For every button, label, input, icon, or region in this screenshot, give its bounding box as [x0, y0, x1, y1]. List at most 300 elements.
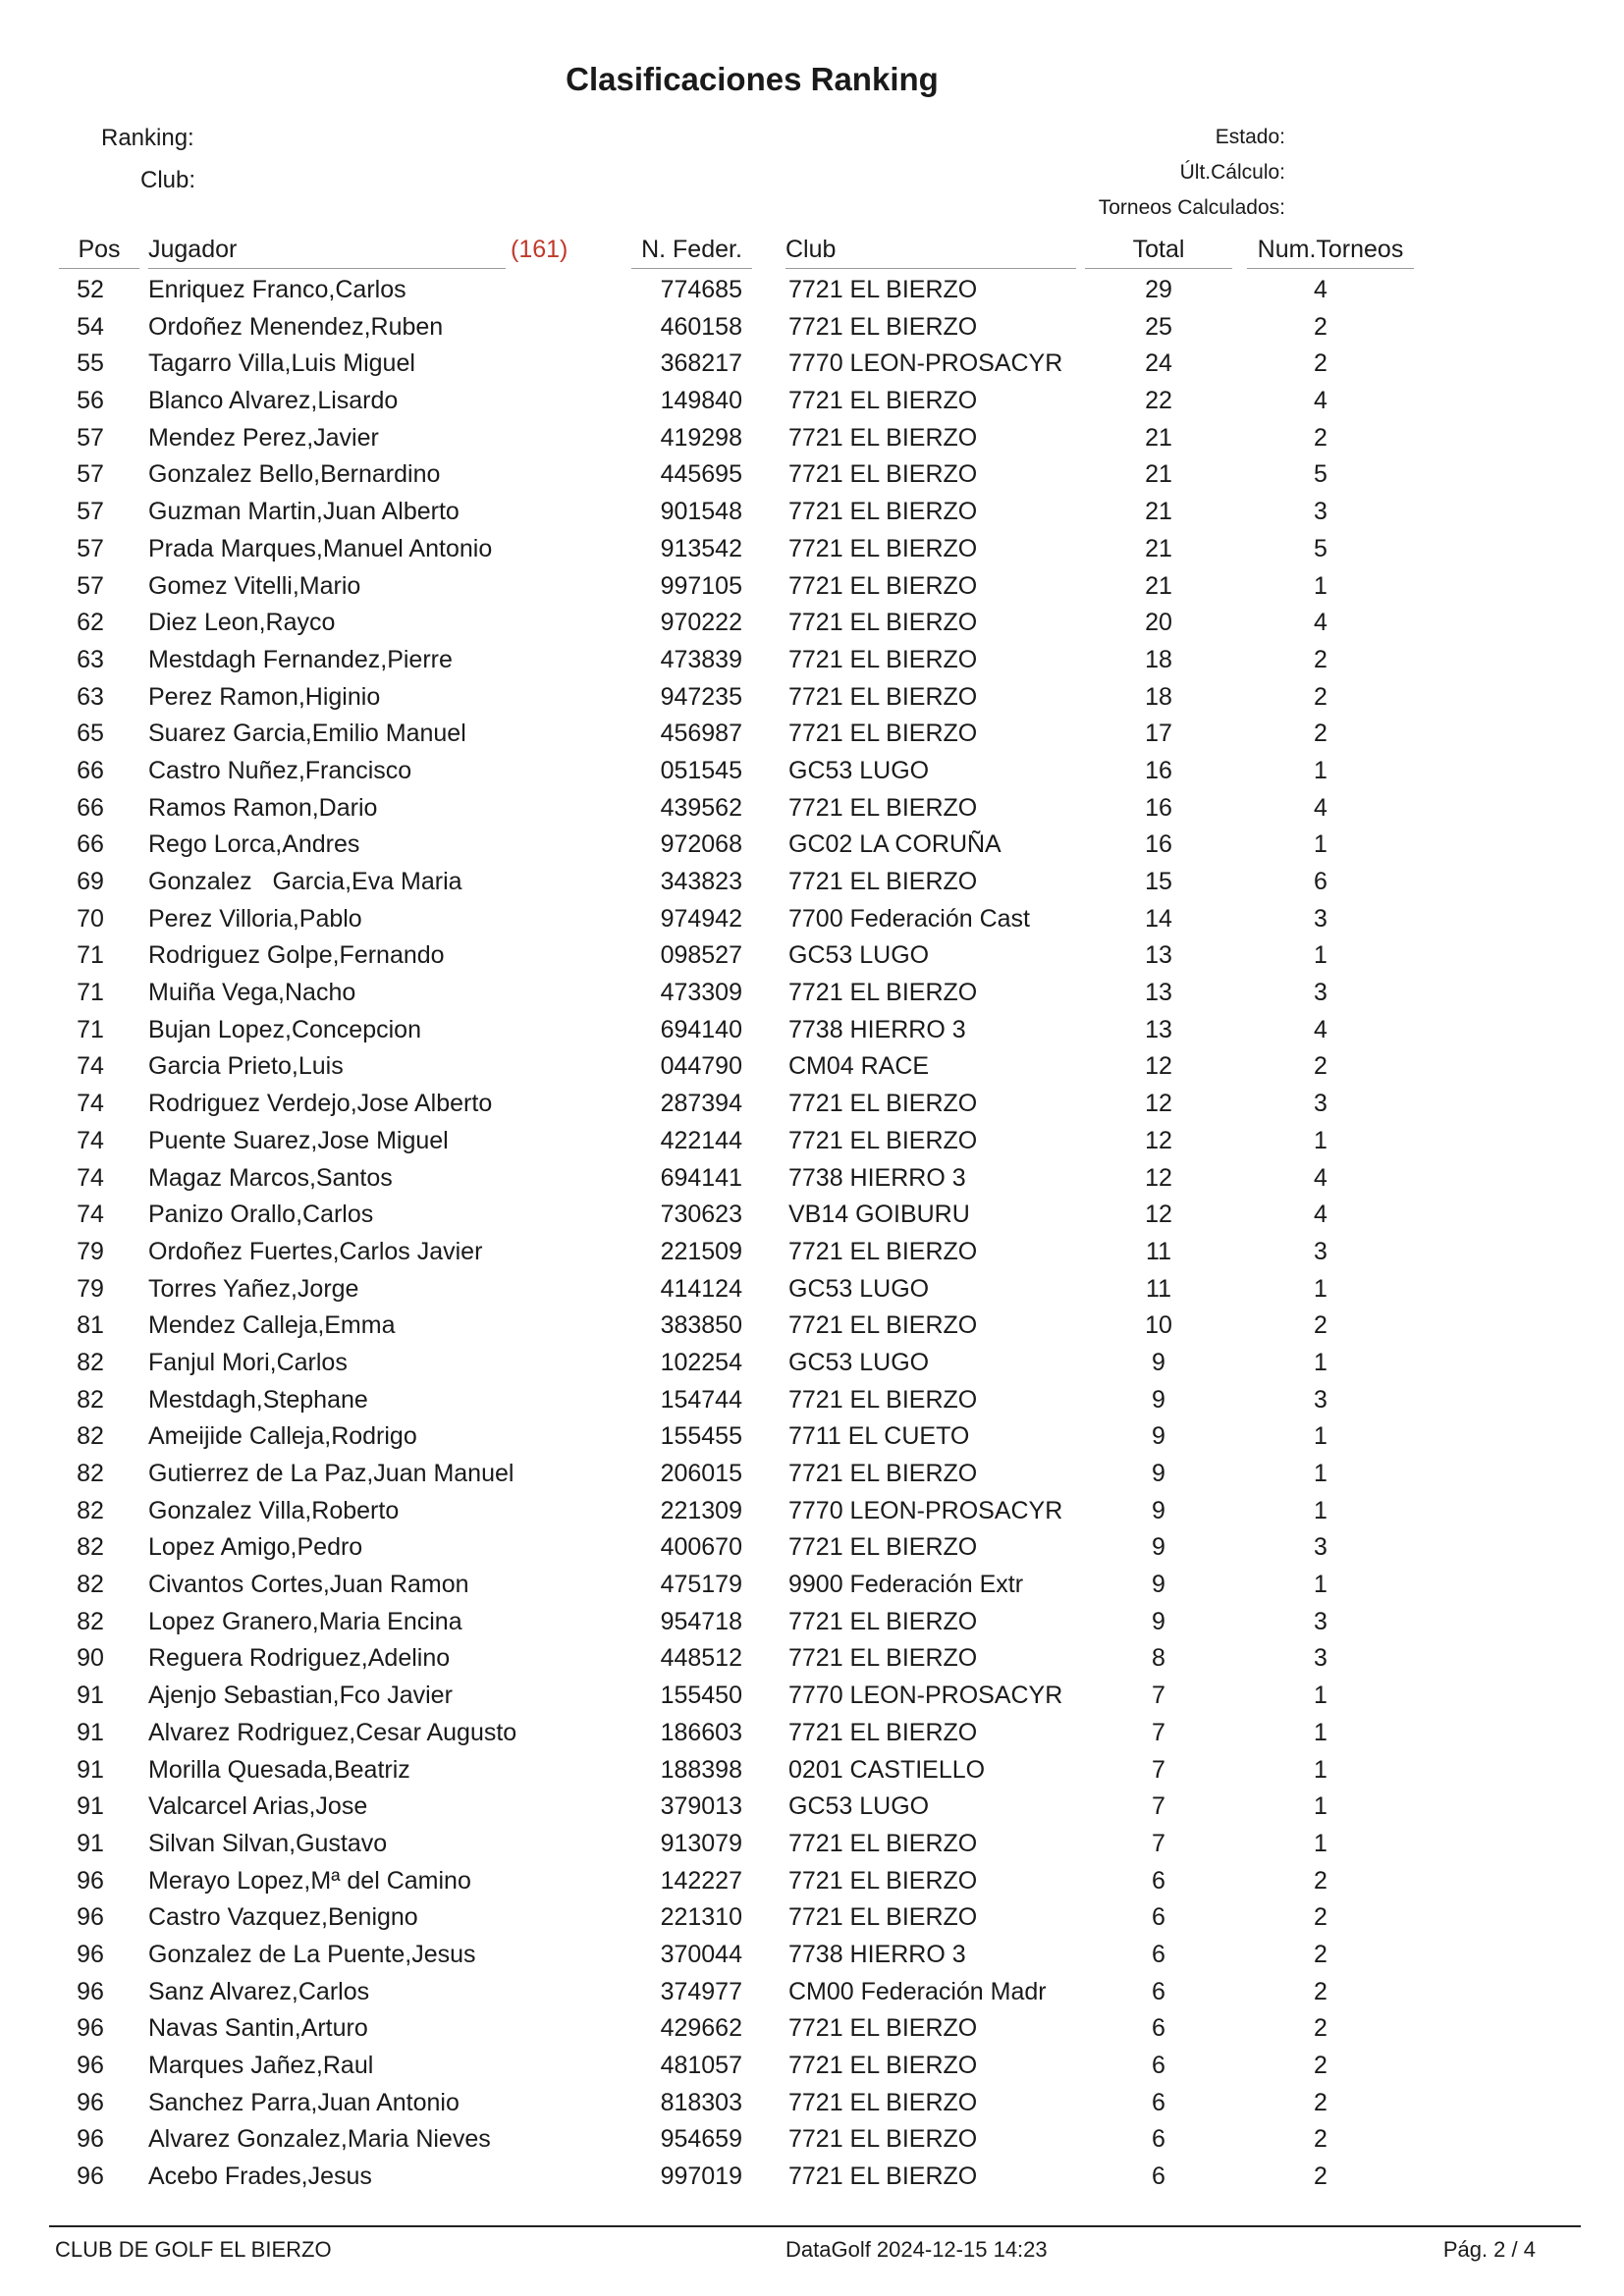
- federation-number-cell: 098527: [660, 941, 742, 970]
- num-torneos-cell: 1: [1314, 571, 1327, 600]
- num-torneos-cell: 1: [1314, 756, 1327, 784]
- table-row: [0, 939, 1624, 977]
- club-cell: 7721 EL BIERZO: [788, 2088, 978, 2116]
- pos-cell: 62: [77, 609, 104, 637]
- pos-cell: 96: [77, 2014, 104, 2043]
- total-cell: 21: [1145, 460, 1172, 489]
- table-row: [0, 1495, 1624, 1532]
- federation-number-cell: 473839: [660, 645, 742, 673]
- club-cell: 7738 HIERRO 3: [788, 1015, 966, 1043]
- pos-cell: 91: [77, 1829, 104, 1857]
- table-row: [0, 1162, 1624, 1200]
- table-row: [0, 1347, 1624, 1384]
- total-cell: 6: [1152, 2163, 1165, 2191]
- player-name-cell: Mendez Perez,Javier: [148, 423, 379, 452]
- total-cell: 6: [1152, 1940, 1165, 1968]
- club-cell: 7721 EL BIERZO: [788, 793, 978, 822]
- club-cell: 7721 EL BIERZO: [788, 1866, 978, 1895]
- table-row: [0, 1420, 1624, 1458]
- player-name-cell: Torres Yañez,Jorge: [148, 1274, 359, 1303]
- num-torneos-cell: 3: [1314, 1237, 1327, 1265]
- player-name-cell: Panizo Orallo,Carlos: [148, 1201, 374, 1229]
- ranking-table: [0, 274, 1624, 2198]
- total-cell: 12: [1145, 1126, 1172, 1154]
- club-cell: 7721 EL BIERZO: [788, 1090, 978, 1118]
- total-cell: 13: [1145, 1015, 1172, 1043]
- num-torneos-cell: 5: [1314, 534, 1327, 562]
- federation-number-cell: 954718: [660, 1607, 742, 1635]
- table-row: [0, 1717, 1624, 1754]
- num-torneos-cell: 3: [1314, 1533, 1327, 1562]
- total-cell: 9: [1152, 1460, 1165, 1487]
- total-cell: 13: [1145, 979, 1172, 1007]
- table-row: [0, 274, 1624, 311]
- club-cell: 7721 EL BIERZO: [788, 276, 978, 303]
- player-name-cell: Mestdagh Fernandez,Pierre: [148, 645, 453, 673]
- num-torneos-cell: 1: [1314, 1718, 1327, 1746]
- club-cell: GC53 LUGO: [788, 941, 930, 970]
- num-torneos-cell: 2: [1314, 2088, 1327, 2116]
- ult-calculo-label: Últ.Cálculo:: [1179, 161, 1285, 184]
- pos-cell: 74: [77, 1090, 104, 1118]
- club-label: Club:: [140, 167, 196, 193]
- footer-club: CLUB DE GOLF EL BIERZO: [55, 2237, 332, 2262]
- table-row: [0, 977, 1624, 1014]
- num-torneos-cell: 3: [1314, 979, 1327, 1007]
- header-jugador: Jugador: [148, 236, 506, 269]
- player-count: (161): [511, 236, 568, 263]
- table-row: [0, 1199, 1624, 1236]
- pos-cell: 91: [77, 1755, 104, 1784]
- player-name-cell: Rego Lorca,Andres: [148, 830, 360, 859]
- federation-number-cell: 997105: [660, 571, 742, 600]
- pos-cell: 96: [77, 2088, 104, 2116]
- federation-number-cell: 947235: [660, 682, 742, 711]
- player-name-cell: Gutierrez de La Paz,Juan Manuel: [148, 1460, 514, 1487]
- total-cell: 18: [1145, 645, 1172, 673]
- federation-number-cell: 414124: [660, 1274, 742, 1303]
- pos-cell: 57: [77, 571, 104, 600]
- total-cell: 25: [1145, 312, 1172, 341]
- total-cell: 13: [1145, 941, 1172, 970]
- pos-cell: 66: [77, 756, 104, 784]
- federation-number-cell: 044790: [660, 1052, 742, 1081]
- pos-cell: 74: [77, 1126, 104, 1154]
- pos-cell: 57: [77, 460, 104, 489]
- num-torneos-cell: 1: [1314, 1571, 1327, 1599]
- club-cell: 7721 EL BIERZO: [788, 1718, 978, 1746]
- federation-number-cell: 102254: [660, 1348, 742, 1376]
- club-cell: 7770 LEON-PROSACYR: [788, 1682, 1063, 1710]
- club-cell: 7721 EL BIERZO: [788, 1237, 978, 1265]
- total-cell: 22: [1145, 387, 1172, 415]
- total-cell: 9: [1152, 1571, 1165, 1599]
- club-cell: 7700 Federación Cast: [788, 904, 1030, 933]
- pos-cell: 82: [77, 1348, 104, 1376]
- table-row: [0, 1531, 1624, 1569]
- total-cell: 6: [1152, 1903, 1165, 1932]
- total-cell: 24: [1145, 349, 1172, 378]
- player-name-cell: Castro Nuñez,Francisco: [148, 756, 412, 784]
- player-name-cell: Sanz Alvarez,Carlos: [148, 1977, 370, 2005]
- federation-number-cell: 694140: [660, 1015, 742, 1043]
- club-cell: 7721 EL BIERZO: [788, 1311, 978, 1340]
- federation-number-cell: 419298: [660, 423, 742, 452]
- federation-number-cell: 997019: [660, 2163, 742, 2191]
- table-row: [0, 1050, 1624, 1088]
- table-row: [0, 792, 1624, 829]
- federation-number-cell: 379013: [660, 1792, 742, 1821]
- federation-number-cell: 445695: [660, 460, 742, 489]
- pos-cell: 96: [77, 2052, 104, 2079]
- table-row: [0, 1642, 1624, 1680]
- table-row: [0, 1309, 1624, 1347]
- federation-number-cell: 142227: [660, 1866, 742, 1895]
- club-cell: 7721 EL BIERZO: [788, 571, 978, 600]
- pos-cell: 82: [77, 1571, 104, 1599]
- club-cell: GC53 LUGO: [788, 1348, 930, 1376]
- club-cell: 7721 EL BIERZO: [788, 1385, 978, 1414]
- num-torneos-cell: 5: [1314, 460, 1327, 489]
- table-row: [0, 311, 1624, 348]
- total-cell: 20: [1145, 609, 1172, 637]
- table-row: [0, 1976, 1624, 2013]
- player-name-cell: Merayo Lopez,Mª del Camino: [148, 1866, 471, 1895]
- pos-cell: 65: [77, 720, 104, 748]
- table-row: [0, 1088, 1624, 1125]
- club-cell: 7721 EL BIERZO: [788, 2163, 978, 2191]
- total-cell: 21: [1145, 498, 1172, 526]
- pos-cell: 54: [77, 312, 104, 341]
- pos-cell: 82: [77, 1422, 104, 1451]
- num-torneos-cell: 4: [1314, 793, 1327, 822]
- club-cell: 7721 EL BIERZO: [788, 387, 978, 415]
- pos-cell: 74: [77, 1163, 104, 1192]
- player-name-cell: Mendez Calleja,Emma: [148, 1311, 396, 1340]
- pos-cell: 91: [77, 1792, 104, 1821]
- federation-number-cell: 913542: [660, 534, 742, 562]
- player-name-cell: Ramos Ramon,Dario: [148, 793, 378, 822]
- pos-cell: 82: [77, 1533, 104, 1562]
- total-cell: 9: [1152, 1385, 1165, 1414]
- federation-number-cell: 448512: [660, 1644, 742, 1673]
- club-cell: 7721 EL BIERZO: [788, 1460, 978, 1487]
- federation-number-cell: 374977: [660, 1977, 742, 2005]
- club-cell: 7721 EL BIERZO: [788, 1126, 978, 1154]
- club-cell: 7721 EL BIERZO: [788, 2052, 978, 2079]
- table-row: [0, 1236, 1624, 1273]
- player-name-cell: Morilla Quesada,Beatriz: [148, 1755, 410, 1784]
- num-torneos-cell: 3: [1314, 1607, 1327, 1635]
- federation-number-cell: 149840: [660, 387, 742, 415]
- total-cell: 9: [1152, 1348, 1165, 1376]
- total-cell: 6: [1152, 2125, 1165, 2154]
- player-name-cell: Ordoñez Menendez,Ruben: [148, 312, 444, 341]
- pos-cell: 71: [77, 1015, 104, 1043]
- num-torneos-cell: 4: [1314, 1015, 1327, 1043]
- torneos-calculados-label: Torneos Calculados:: [1098, 196, 1285, 219]
- table-row: [0, 903, 1624, 940]
- num-torneos-cell: 2: [1314, 1311, 1327, 1340]
- pos-cell: 96: [77, 1903, 104, 1932]
- federation-number-cell: 221310: [660, 1903, 742, 1932]
- club-cell: 7721 EL BIERZO: [788, 1903, 978, 1932]
- pos-cell: 90: [77, 1644, 104, 1673]
- total-cell: 11: [1146, 1274, 1171, 1303]
- club-cell: 7711 EL CUETO: [788, 1422, 970, 1451]
- player-name-cell: Diez Leon,Rayco: [148, 609, 336, 637]
- player-name-cell: Mestdagh,Stephane: [148, 1385, 368, 1414]
- num-torneos-cell: 2: [1314, 682, 1327, 711]
- total-cell: 16: [1145, 756, 1172, 784]
- club-cell: 7721 EL BIERZO: [788, 498, 978, 526]
- total-cell: 7: [1152, 1682, 1165, 1710]
- header-feder: N. Feder.: [631, 236, 752, 269]
- federation-number-cell: 188398: [660, 1755, 742, 1784]
- pos-cell: 69: [77, 868, 104, 895]
- num-torneos-cell: 1: [1314, 1496, 1327, 1524]
- federation-number-cell: 368217: [660, 349, 742, 378]
- player-name-cell: Alvarez Rodriguez,Cesar Augusto: [148, 1718, 517, 1746]
- total-cell: 16: [1145, 830, 1172, 859]
- club-cell: 7738 HIERRO 3: [788, 1940, 966, 1968]
- federation-number-cell: 970222: [660, 609, 742, 637]
- club-cell: 7721 EL BIERZO: [788, 2014, 978, 2043]
- total-cell: 6: [1152, 2088, 1165, 2116]
- pos-cell: 82: [77, 1496, 104, 1524]
- club-cell: 0201 CASTIELLO: [788, 1755, 986, 1784]
- total-cell: 6: [1152, 2014, 1165, 2043]
- num-torneos-cell: 1: [1314, 1274, 1327, 1303]
- club-cell: 7770 LEON-PROSACYR: [788, 349, 1063, 378]
- footer-page: Pág. 2 / 4: [1442, 2237, 1536, 2262]
- pos-cell: 96: [77, 2163, 104, 2191]
- num-torneos-cell: 2: [1314, 2052, 1327, 2079]
- federation-number-cell: 429662: [660, 2014, 742, 2043]
- federation-number-cell: 439562: [660, 793, 742, 822]
- total-cell: 9: [1152, 1496, 1165, 1524]
- federation-number-cell: 774685: [660, 276, 742, 303]
- num-torneos-cell: 2: [1314, 1903, 1327, 1932]
- num-torneos-cell: 2: [1314, 2163, 1327, 2191]
- federation-number-cell: 051545: [660, 756, 742, 784]
- table-row: [0, 755, 1624, 792]
- header-pos: Pos: [59, 236, 139, 269]
- table-row: [0, 422, 1624, 459]
- player-name-cell: Guzman Martin,Juan Alberto: [148, 498, 460, 526]
- player-name-cell: Gomez Vitelli,Mario: [148, 571, 361, 600]
- player-name-cell: Muiña Vega,Nacho: [148, 979, 356, 1007]
- num-torneos-cell: 1: [1314, 1682, 1327, 1710]
- num-torneos-cell: 2: [1314, 1940, 1327, 1968]
- pos-cell: 71: [77, 941, 104, 970]
- table-row: [0, 2012, 1624, 2050]
- total-cell: 9: [1152, 1533, 1165, 1562]
- player-name-cell: Rodriguez Verdejo,Jose Alberto: [148, 1090, 493, 1118]
- num-torneos-cell: 1: [1314, 1460, 1327, 1487]
- federation-number-cell: 155450: [660, 1682, 742, 1710]
- club-cell: 7721 EL BIERZO: [788, 682, 978, 711]
- num-torneos-cell: 2: [1314, 645, 1327, 673]
- num-torneos-cell: 1: [1314, 1829, 1327, 1857]
- num-torneos-cell: 3: [1314, 904, 1327, 933]
- federation-number-cell: 913079: [660, 1829, 742, 1857]
- pos-cell: 71: [77, 979, 104, 1007]
- club-cell: 7738 HIERRO 3: [788, 1163, 966, 1192]
- pos-cell: 70: [77, 904, 104, 933]
- federation-number-cell: 456987: [660, 720, 742, 748]
- federation-number-cell: 343823: [660, 868, 742, 895]
- player-name-cell: Gonzalez de La Puente,Jesus: [148, 1940, 476, 1968]
- player-name-cell: Sanchez Parra,Juan Antonio: [148, 2088, 460, 2116]
- header-total: Total: [1085, 236, 1232, 269]
- pos-cell: 96: [77, 1866, 104, 1895]
- num-torneos-cell: 2: [1314, 349, 1327, 378]
- total-cell: 9: [1152, 1607, 1165, 1635]
- club-cell: GC53 LUGO: [788, 1792, 930, 1821]
- club-cell: 7721 EL BIERZO: [788, 1644, 978, 1673]
- total-cell: 21: [1145, 423, 1172, 452]
- pos-cell: 82: [77, 1460, 104, 1487]
- player-name-cell: Silvan Silvan,Gustavo: [148, 1829, 388, 1857]
- club-cell: 7721 EL BIERZO: [788, 1607, 978, 1635]
- player-name-cell: Marques Jañez,Raul: [148, 2052, 374, 2079]
- federation-number-cell: 287394: [660, 1090, 742, 1118]
- table-row: [0, 570, 1624, 608]
- table-row: [0, 458, 1624, 496]
- table-row: [0, 828, 1624, 866]
- table-row: [0, 2161, 1624, 2198]
- num-torneos-cell: 3: [1314, 498, 1327, 526]
- table-row: [0, 1754, 1624, 1791]
- estado-label: Estado:: [1215, 126, 1285, 148]
- num-torneos-cell: 2: [1314, 1052, 1327, 1081]
- num-torneos-cell: 2: [1314, 2014, 1327, 2043]
- pos-cell: 66: [77, 830, 104, 859]
- num-torneos-cell: 2: [1314, 1977, 1327, 2005]
- total-cell: 7: [1152, 1792, 1165, 1821]
- table-row: [0, 866, 1624, 903]
- total-cell: 14: [1145, 904, 1172, 933]
- club-cell: 7721 EL BIERZO: [788, 645, 978, 673]
- player-name-cell: Gonzalez Garcia,Eva Maria: [148, 868, 462, 895]
- total-cell: 6: [1152, 1977, 1165, 2005]
- total-cell: 11: [1146, 1237, 1171, 1265]
- total-cell: 21: [1145, 571, 1172, 600]
- pos-cell: 57: [77, 534, 104, 562]
- table-row: [0, 1901, 1624, 1939]
- club-cell: VB14 GOIBURU: [788, 1201, 970, 1229]
- player-name-cell: Valcarcel Arias,Jose: [148, 1792, 368, 1821]
- player-name-cell: Magaz Marcos,Santos: [148, 1163, 393, 1192]
- pos-cell: 96: [77, 2125, 104, 2154]
- player-name-cell: Prada Marques,Manuel Antonio: [148, 534, 493, 562]
- num-torneos-cell: 2: [1314, 423, 1327, 452]
- table-row: [0, 1458, 1624, 1495]
- total-cell: 21: [1145, 534, 1172, 562]
- total-cell: 16: [1145, 793, 1172, 822]
- pos-cell: 57: [77, 423, 104, 452]
- table-row: [0, 1384, 1624, 1421]
- federation-number-cell: 818303: [660, 2088, 742, 2116]
- table-row: [0, 1569, 1624, 1606]
- player-name-cell: Perez Ramon,Higinio: [148, 682, 381, 711]
- total-cell: 9: [1152, 1422, 1165, 1451]
- num-torneos-cell: 4: [1314, 1163, 1327, 1192]
- table-row: [0, 385, 1624, 422]
- federation-number-cell: 155455: [660, 1422, 742, 1451]
- pos-cell: 63: [77, 645, 104, 673]
- federation-number-cell: 422144: [660, 1126, 742, 1154]
- pos-cell: 96: [77, 1977, 104, 2005]
- table-row: [0, 1606, 1624, 1643]
- num-torneos-cell: 2: [1314, 1866, 1327, 1895]
- club-cell: 7721 EL BIERZO: [788, 609, 978, 637]
- num-torneos-cell: 6: [1314, 868, 1327, 895]
- table-row: [0, 1828, 1624, 1865]
- player-name-cell: Gonzalez Villa,Roberto: [148, 1496, 400, 1524]
- total-cell: 8: [1152, 1644, 1165, 1673]
- player-name-cell: Acebo Frades,Jesus: [148, 2163, 372, 2191]
- federation-number-cell: 974942: [660, 904, 742, 933]
- club-cell: 7721 EL BIERZO: [788, 1829, 978, 1857]
- total-cell: 18: [1145, 682, 1172, 711]
- player-name-cell: Perez Villoria,Pablo: [148, 904, 362, 933]
- federation-number-cell: 972068: [660, 830, 742, 859]
- table-row: [0, 2087, 1624, 2124]
- federation-number-cell: 221309: [660, 1496, 742, 1524]
- pos-cell: 79: [77, 1274, 104, 1303]
- club-cell: GC53 LUGO: [788, 756, 930, 784]
- pos-cell: 96: [77, 1940, 104, 1968]
- player-name-cell: Puente Suarez,Jose Miguel: [148, 1126, 449, 1154]
- club-cell: 7721 EL BIERZO: [788, 2125, 978, 2154]
- player-name-cell: Reguera Rodriguez,Adelino: [148, 1644, 451, 1673]
- pos-cell: 74: [77, 1201, 104, 1229]
- num-torneos-cell: 1: [1314, 830, 1327, 859]
- ranking-label: Ranking:: [101, 125, 194, 151]
- player-name-cell: Suarez Garcia,Emilio Manuel: [148, 720, 466, 748]
- pos-cell: 55: [77, 349, 104, 378]
- total-cell: 6: [1152, 2052, 1165, 2079]
- pos-cell: 66: [77, 793, 104, 822]
- club-cell: 7721 EL BIERZO: [788, 423, 978, 452]
- num-torneos-cell: 1: [1314, 1755, 1327, 1784]
- pos-cell: 82: [77, 1385, 104, 1414]
- num-torneos-cell: 1: [1314, 1126, 1327, 1154]
- total-cell: 12: [1145, 1201, 1172, 1229]
- table-row: [0, 1939, 1624, 1976]
- player-name-cell: Castro Vazquez,Benigno: [148, 1903, 418, 1932]
- num-torneos-cell: 1: [1314, 1792, 1327, 1821]
- pos-cell: 57: [77, 498, 104, 526]
- pos-cell: 74: [77, 1052, 104, 1081]
- num-torneos-cell: 4: [1314, 1201, 1327, 1229]
- club-cell: CM00 Federación Madr: [788, 1977, 1047, 2005]
- total-cell: 12: [1145, 1163, 1172, 1192]
- total-cell: 12: [1145, 1090, 1172, 1118]
- total-cell: 6: [1152, 1866, 1165, 1895]
- federation-number-cell: 206015: [660, 1460, 742, 1487]
- federation-number-cell: 473309: [660, 979, 742, 1007]
- table-row: [0, 496, 1624, 533]
- club-cell: 7721 EL BIERZO: [788, 312, 978, 341]
- table-row: [0, 681, 1624, 719]
- federation-number-cell: 694141: [660, 1163, 742, 1192]
- num-torneos-cell: 2: [1314, 312, 1327, 341]
- pos-cell: 56: [77, 387, 104, 415]
- num-torneos-cell: 3: [1314, 1385, 1327, 1414]
